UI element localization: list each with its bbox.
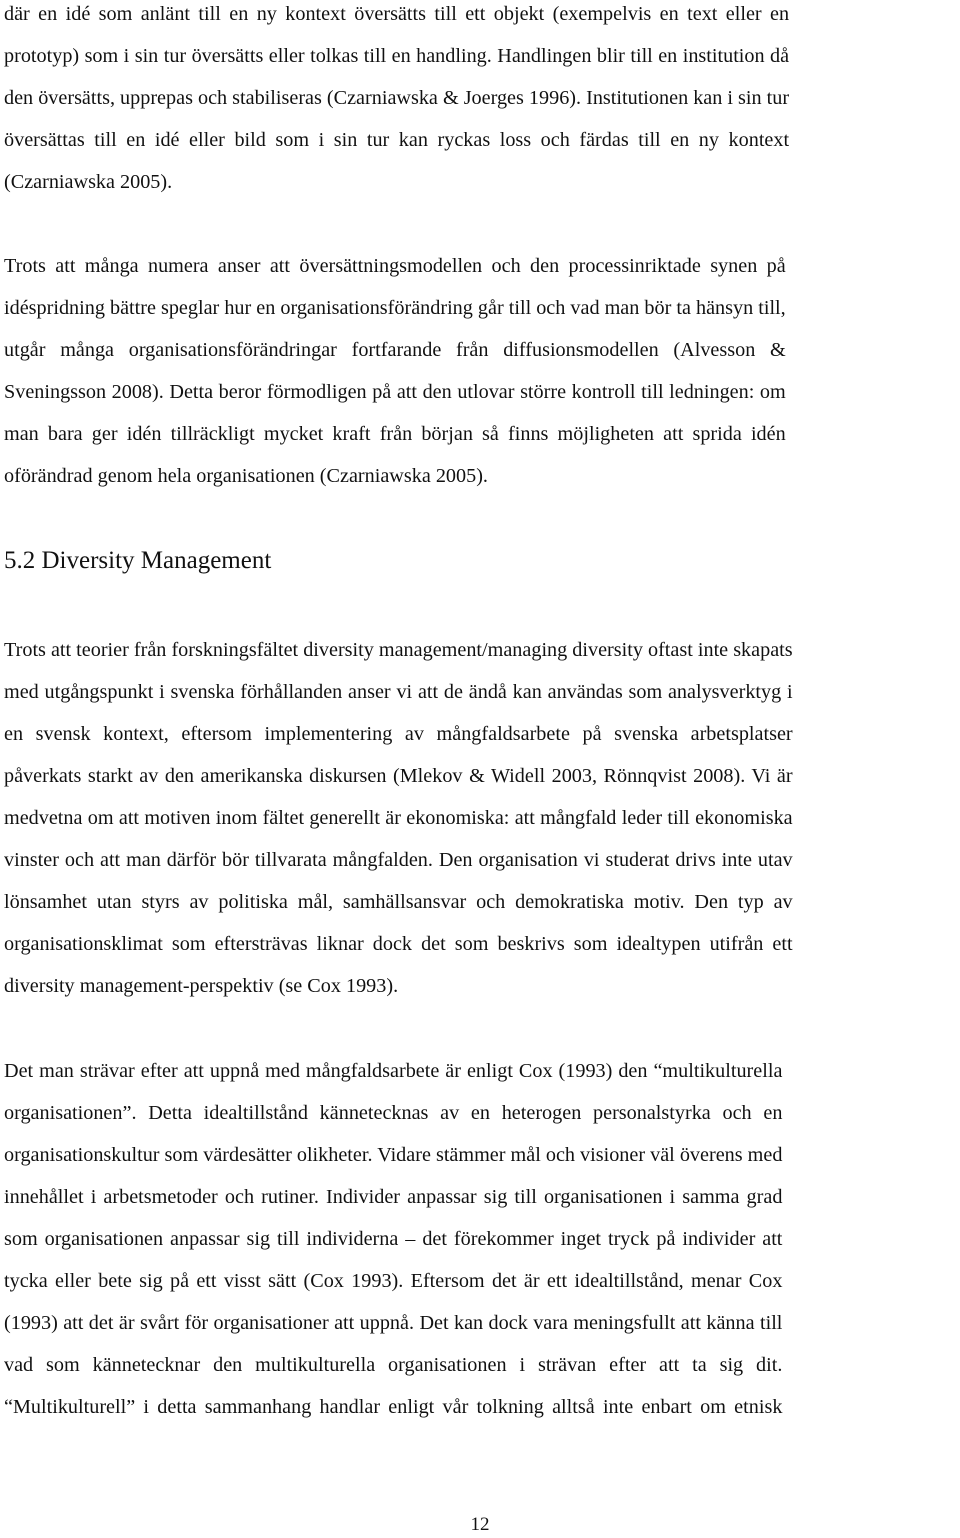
text-line: medvetna om att motiven inom fältet generellt är ekonomiska: att mångfald leder till ekonomiska (4, 807, 793, 829)
text-line: tycka eller bete sig på ett visst sätt (Cox 1993). Eftersom det är ett idealtillstånd, menar Cox (4, 1270, 783, 1292)
page-number: 12 (470, 1514, 490, 1535)
text-line: oförändrad genom hela organisationen (Czarniawska 2005). (4, 465, 488, 487)
paragraph-translation-model (4, 0, 789, 203)
text-line: prototyp) som i sin tur översätts eller tolkas till en handling. Handlingen blir till en institution då (4, 45, 790, 67)
text-line: organisationskultur som värdesätter olikheter. Vidare stämmer mål och visioner väl överens med (4, 1144, 783, 1166)
section-heading: 5.2 Diversity Management (4, 547, 272, 574)
text-line: innehållet i arbetsmetoder och rutiner. Individer anpassar sig till organisationen i samma grad (4, 1186, 783, 1208)
text-line: idéspridning bättre speglar hur en organisationsförändring går till och vad man bör ta hänsyn till, (4, 297, 786, 319)
text-line: den översätts, upprepas och stabiliseras (Czarniawska & Joerges 1996). Institutionen kan i sin tur (4, 87, 790, 109)
text-line: som organisationen anpassar sig till individerna – det förekommer inget tryck på individer att (4, 1228, 783, 1250)
text-line: en svensk kontext, eftersom implementering av mångfaldsarbete på svenska arbetsplatser (4, 723, 793, 745)
text-line: “Multikulturell” i detta sammanhang handlar enligt vår tolkning alltså inte enbart om etnisk (4, 1396, 783, 1418)
text-line: Sveningsson 2008). Detta beror förmodligen på att den utlovar större kontroll till ledningen: om (4, 381, 786, 403)
text-line: diversity management-perspektiv (se Cox 1993). (4, 975, 399, 997)
paragraph-diversity-management (4, 629, 793, 1007)
text-line: översättas till en idé eller bild som i sin tur kan ryckas loss och färdas till en ny kontext (4, 129, 790, 151)
text-line: (Czarniawska 2005). (4, 171, 173, 193)
text-line: vinster och att man därför bör tillvarata mångfalden. Den organisation vi studerat drivs inte utav (4, 849, 793, 871)
text-line: organisationsklimat som eftersträvas liknar dock det som beskrivs som idealtypen utifrån ett (4, 933, 793, 955)
text-line: lönsamhet utan styrs av politiska mål, samhällsansvar och demokratiska motiv. Den typ av (4, 891, 793, 913)
text-line: Det man strävar efter att uppnå med mångfaldsarbete är enligt Cox (1993) den “multikulturella (4, 1060, 783, 1082)
text-line: organisationen”. Detta idealtillstånd kännetecknas av en heterogen personalstyrka och en (4, 1102, 783, 1124)
text-line: vad som kännetecknar den multikulturella organisationen i strävan efter att ta sig dit. (4, 1354, 783, 1376)
text-line: (1993) att det är svårt för organisationer att uppnå. Det kan dock vara meningsfullt att känna till (4, 1312, 783, 1334)
text-line: med utgångspunkt i svenska förhållanden anser vi att de ändå kan användas som analysverktyg i (4, 681, 793, 703)
text-line: Trots att teorier från forskningsfältet diversity management/managing diversity oftast inte skapats (4, 639, 793, 661)
text-line: utgår många organisationsförändringar fortfarande från diffusionsmodellen (Alvesson & (4, 339, 786, 361)
paragraph-diffusion-model (4, 245, 786, 497)
text-line: där en idé som anlänt till en ny kontext översätts till ett objekt (exempelvis en text eller en (4, 3, 790, 25)
text-line: man bara ger idén tillräckligt mycket kraft från början så finns möjligheten att sprida idén (4, 423, 786, 445)
text-line: påverkats starkt av den amerikanska diskursen (Mlekov & Widell 2003, Rönnqvist 2008). Vi är (4, 765, 793, 787)
paragraph-multicultural-organisation (4, 1050, 782, 1428)
text-line: Trots att många numera anser att översättningsmodellen och den processinriktade synen på (4, 255, 786, 277)
